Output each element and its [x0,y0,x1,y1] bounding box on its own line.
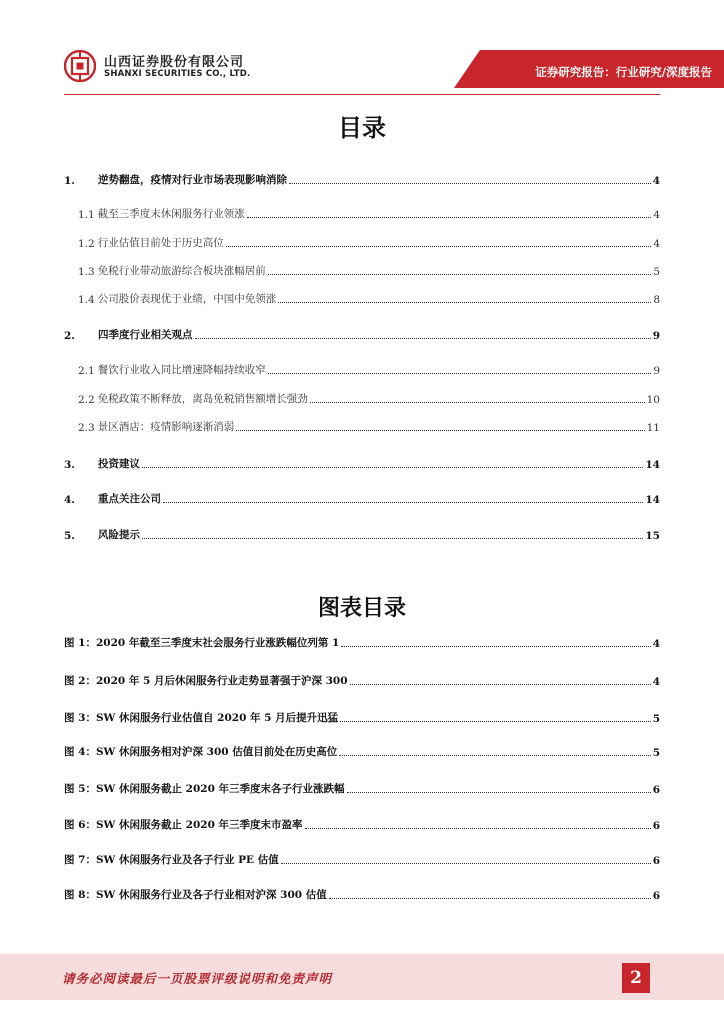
toc-leader-dots [310,402,645,403]
figure-entry-label: 图 6：SW 休闲服务截止 2020 年三季度末市盈率 [64,819,303,831]
toc-entry-4[interactable] [64,490,660,506]
toc-leader-dots [329,898,651,899]
figure-entry-page: 5 [652,713,660,725]
footer-disclaimer: 请务必阅读最后一页股票评级说明和免责声明 [62,971,333,986]
figure-entry-page: 4 [652,638,660,650]
figure-entry-4[interactable] [64,743,660,759]
figure-entry-page: 6 [652,820,660,832]
toc-entry-1-1[interactable] [78,205,660,221]
toc-leader-dots [268,373,652,374]
toc-entry-page: 4 [652,175,660,187]
toc-entry-number: 5. [64,530,75,542]
toc-leader-dots [163,502,643,503]
page-header [0,0,724,96]
toc-entry-label: 四季度行业相关观点 [98,329,193,341]
header-divider [64,94,660,95]
toc-leader-dots [226,246,652,247]
toc-entry-page: 4 [653,238,660,250]
toc-entry-page: 4 [653,209,660,221]
toc-entry-label: 逆势翻盘，疫情对行业市场表现影响消除 [98,174,287,186]
toc-entry-number: 2.1 [78,365,95,377]
figure-entry-label: 图 4：SW 休闲服务相对沪深 300 估值目前处在历史高位 [64,746,338,758]
page-number: 2 [622,963,650,993]
toc-leader-dots [339,755,650,756]
toc-entry-label: 免税政策不断释放，离岛免税销售额增长强劲 [97,393,308,405]
toc-entry-3[interactable] [64,455,660,471]
toc-entry-2-2[interactable] [78,390,660,406]
toc-leader-dots [236,430,644,431]
toc-entry-number: 2. [64,330,75,342]
figure-entry-label: 图 2：2020 年 5 月后休闲服务行业走势显著强于沪深 300 [64,675,348,687]
report-type-label: 证券研究报告：行业研究/深度报告 [535,65,712,79]
toc-entry-number: 1. [64,175,75,187]
toc-leader-dots [278,302,651,303]
toc-entry-1-4[interactable] [78,290,660,306]
figure-list-title: 图表目录 [317,596,406,621]
toc-leader-dots [289,183,651,184]
toc-entry-1-2[interactable] [78,234,660,250]
figure-entry-page: 6 [652,784,660,796]
figure-entry-page: 6 [652,855,660,867]
figure-entry-page: 4 [652,676,660,688]
toc-leader-dots [142,467,643,468]
company-name-en: SHANXI SECURITIES CO., LTD. [104,69,251,79]
toc-entry-page: 14 [645,459,660,471]
toc-entry-page: 14 [645,494,660,506]
figure-entry-2[interactable] [64,672,660,688]
figure-entry-label: 图 7：SW 休闲服务行业及各子行业 PE 估值 [64,854,279,866]
figure-entry-5[interactable] [64,780,660,796]
company-logo-icon [64,50,96,82]
toc-entry-number: 1.1 [78,209,95,221]
toc-leader-dots [195,338,651,339]
toc-entry-label: 风险提示 [98,529,140,541]
toc-leader-dots [142,538,643,539]
toc-entry-page: 9 [652,330,660,342]
toc-entry-number: 2.3 [78,422,95,434]
toc-leader-dots [340,721,651,722]
toc-entry-label: 行业估值目前处于历史高位 [97,237,224,249]
figure-entry-page: 6 [652,890,660,902]
toc-entry-2[interactable] [64,326,660,342]
toc-leader-dots [341,646,650,647]
toc-entry-number: 2.2 [78,394,95,406]
toc-leader-dots [247,217,652,218]
toc-entry-1[interactable] [64,171,660,187]
toc-entry-page: 8 [653,294,660,306]
toc-leader-dots [268,274,652,275]
toc-entry-label: 投资建议 [98,458,140,470]
toc-entry-page: 5 [653,266,660,278]
toc-entry-page: 10 [646,394,660,406]
toc-entry-5[interactable] [64,526,660,542]
company-name-cn: 山西证券股份有限公司 [104,55,245,70]
toc-entry-page: 15 [645,530,660,542]
toc-entry-label: 景区酒店：疫情影响逐渐消弱 [97,421,235,433]
toc-entry-number: 3. [64,459,75,471]
figure-entry-1[interactable] [64,634,660,650]
toc-entry-label: 公司股价表现优于业绩，中国中免领涨 [97,293,277,305]
toc-entry-label: 免税行业带动旅游综合板块涨幅居前 [97,265,266,277]
toc-entry-number: 4. [64,494,75,506]
figure-entry-label: 图 1：2020 年截至三季度末社会服务行业涨跌幅位列第 1 [64,637,340,649]
toc-entry-number: 1.4 [78,294,95,306]
toc-entry-number: 1.2 [78,238,95,250]
toc-entry-number: 1.3 [78,266,95,278]
figure-entry-label: 图 8：SW 休闲服务行业及各子行业相对沪深 300 估值 [64,889,327,901]
toc-entry-2-1[interactable] [78,361,660,377]
figure-entry-label: 图 5：SW 休闲服务截止 2020 年三季度末各子行业涨跌幅 [64,783,345,795]
figure-entry-8[interactable] [64,886,660,902]
toc-leader-dots [305,828,651,829]
toc-entry-label: 截至三季度末休闲服务行业领涨 [97,208,245,220]
toc-entry-page: 9 [653,365,660,377]
toc-leader-dots [350,684,651,685]
toc-entry-2-3[interactable] [78,418,660,434]
figure-entry-6[interactable] [64,816,660,832]
toc-entry-label: 重点关注公司 [98,493,161,505]
toc-leader-dots [281,863,651,864]
toc-entry-1-3[interactable] [78,262,660,278]
toc-leader-dots [347,792,651,793]
figure-entry-label: 图 3：SW 休闲服务行业估值自 2020 年 5 月后提升迅猛 [64,712,339,724]
toc-entry-page: 11 [646,422,660,434]
figure-entry-3[interactable] [64,709,660,725]
toc-entry-label: 餐饮行业收入同比增速降幅持续收窄 [97,364,266,376]
figure-entry-7[interactable] [64,851,660,867]
figure-entry-page: 5 [652,747,660,759]
toc-title: 目录 [338,114,386,142]
